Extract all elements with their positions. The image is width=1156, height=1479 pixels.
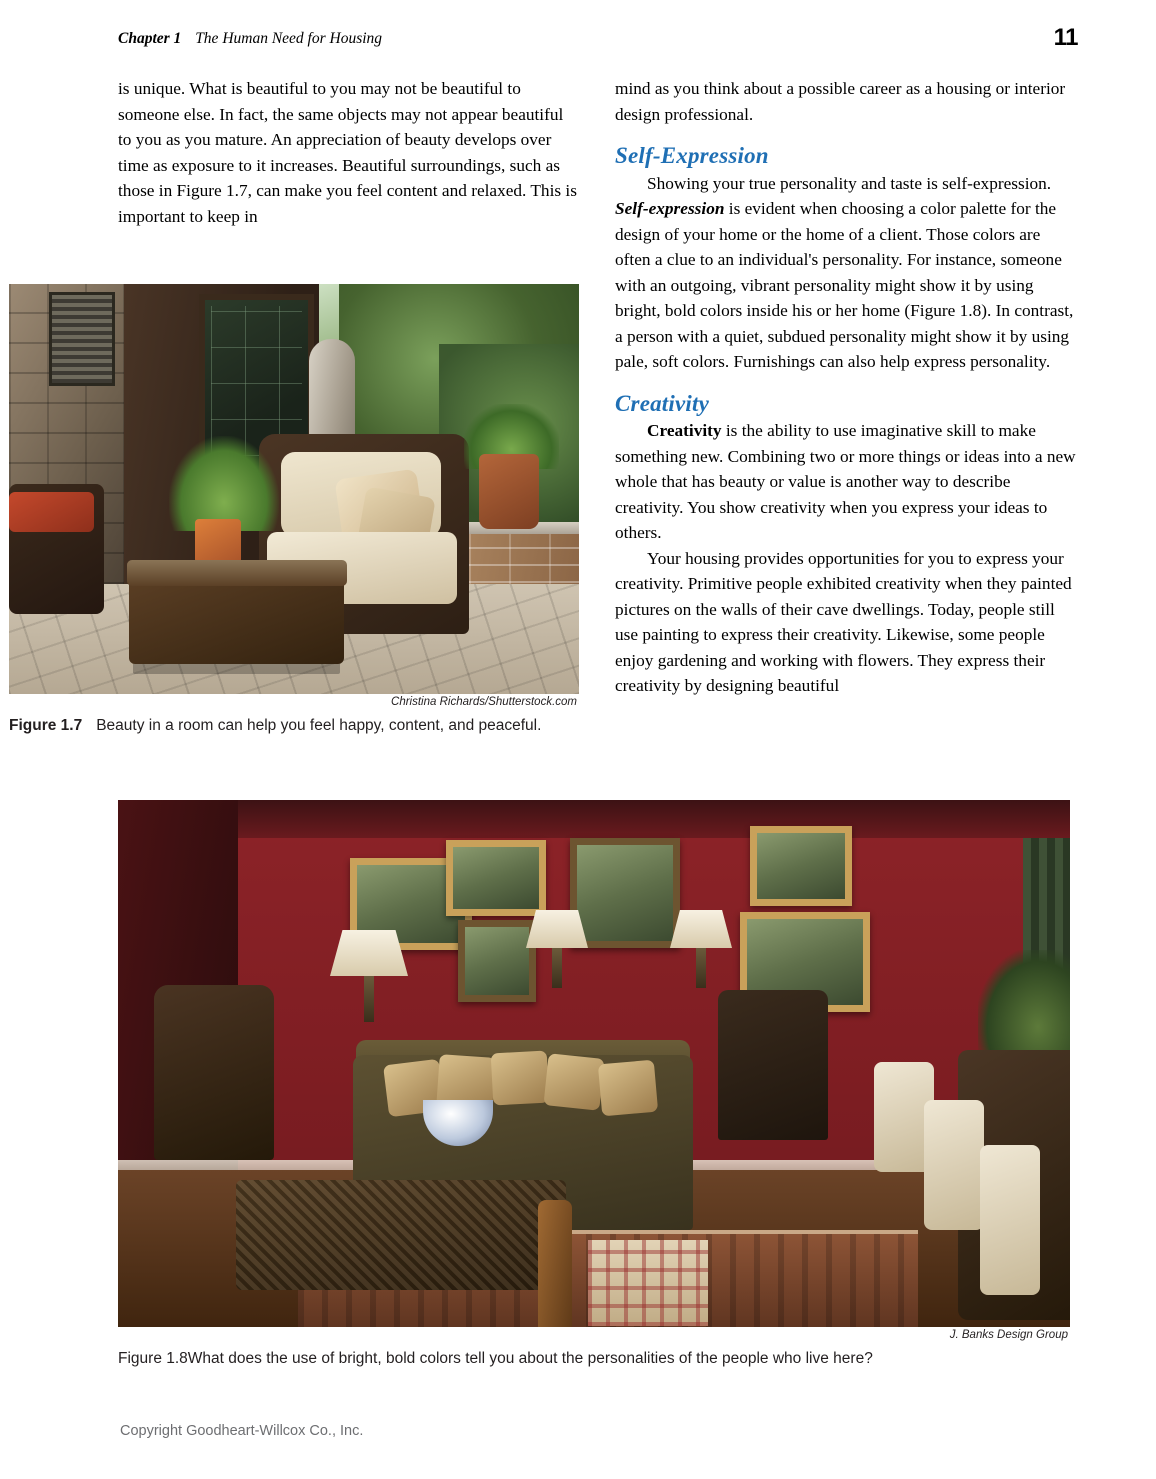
figure-1-8-credit: J. Banks Design Group — [949, 1329, 1068, 1341]
figure-1-7-caption-text: Beauty in a room can help you feel happy, content, and peaceful. — [96, 717, 542, 734]
woven-ottoman — [236, 1180, 566, 1290]
wall-art-5 — [750, 826, 852, 906]
sofa-pillow-5 — [598, 1060, 658, 1117]
figure-1-8-image — [118, 800, 1070, 1327]
figure-1-7-credit: Christina Richards/Shutterstock.com — [391, 696, 577, 708]
dining-chair-cream-2 — [924, 1100, 984, 1230]
paragraph-self-expression — [615, 171, 1076, 375]
wall-art-4 — [570, 838, 680, 948]
figure-1-8-caption — [118, 1348, 1070, 1369]
patio-side-chair-cushion — [9, 492, 94, 532]
patio-shutter — [49, 292, 115, 386]
running-head — [118, 24, 1078, 52]
page-number: 11 — [1053, 24, 1078, 51]
self-expression-text-pre: Showing your true personality and taste is self-expression. — [647, 173, 1052, 193]
self-expression-text-post: is evident when choosing a color palette for the design of your home or the home of a client. Those colors are often a clue to an individual's personality. For instance, someone with an outgoing, vibrant personality might show it by using bright, bold colors inside his or her home (Figure 1.8). In contrast, a person with a quiet, subdued personality might show it by using pale, soft colors. Furnishings can also help express personality. — [615, 199, 1074, 371]
paragraph-creativity-1 — [615, 418, 1076, 546]
figure-1-8-label: Figure 1.8 — [118, 1350, 188, 1367]
right-column — [615, 76, 1076, 699]
wall-art-3 — [458, 920, 536, 1002]
table-lamp-base-right — [696, 948, 706, 988]
heading-creativity: Creativity — [615, 390, 709, 416]
left-column — [118, 76, 579, 229]
patio-potted-palm — [169, 436, 279, 531]
table-lamp-shade-center — [526, 910, 588, 948]
living-room-ceiling — [118, 800, 1070, 838]
self-expression-term: Self-expression — [615, 199, 725, 218]
table-lamp-shade-left — [330, 930, 408, 976]
wall-art-2 — [446, 840, 546, 916]
figure-1-8 — [118, 800, 1070, 1369]
right-column-continued-paragraph: mind as you think about a possible career as a housing or interior design professional. — [615, 79, 1066, 124]
dining-chair-cream-3 — [980, 1145, 1040, 1295]
creativity-term: Creativity — [647, 421, 722, 440]
running-head-title: The Human Need for Housing — [195, 30, 383, 47]
plaid-chair-cushion — [588, 1240, 708, 1326]
left-column-continued-paragraph: is unique. What is beautiful to you may not be beautiful to someone else. In fact, the same objects may not appear beautiful to you as you mature. An appreciation of beauty develops over time as exposure to it increases. Beautiful surroundings, such as those in Figure 1.7, can make you feel content and relaxed. This is important to keep in — [118, 79, 577, 226]
table-lamp-shade-right — [670, 910, 732, 948]
table-lamp-base-center — [552, 948, 562, 988]
sofa-pillow-3 — [491, 1051, 550, 1106]
creativity-text-post: is the ability to use imaginative skill to make something new. Combining two or more things or ideas into a new whole that has beauty or value is another way to describe creativity. You show creativity when you express your ideas to others. — [615, 421, 1076, 542]
figure-1-7-image — [9, 284, 579, 694]
figure-1-7-caption — [9, 715, 579, 736]
carved-post — [538, 1200, 572, 1327]
side-chair-right — [718, 990, 828, 1140]
wing-chair-left — [154, 985, 274, 1160]
sofa-pillow-4 — [543, 1053, 604, 1111]
figure-1-8-caption-text: What does the use of bright, bold colors tell you about the personalities of the people who live here? — [187, 1350, 873, 1367]
table-lamp-base-left — [364, 976, 374, 1022]
footer-copyright: Copyright Goodheart-Willcox Co., Inc. — [120, 1423, 364, 1439]
figure-1-7-label: Figure 1.7 — [9, 717, 83, 734]
paragraph-creativity-2: Your housing provides opportunities for you to express your creativity. Primitive people exhibited creativity when they painted pictures on the walls of their cave dwellings. Today, people still use painting to express their creativity. Likewise, some people enjoy gardening and working with flowers. They express their creativity by designing beautiful — [615, 548, 1072, 695]
figure-1-7 — [9, 284, 579, 736]
heading-self-expression: Self-Expression — [615, 143, 769, 168]
patio-planter-pot — [479, 454, 539, 529]
running-head-chapter: Chapter 1 — [118, 30, 182, 47]
patio-coffee-table-top — [127, 560, 347, 586]
